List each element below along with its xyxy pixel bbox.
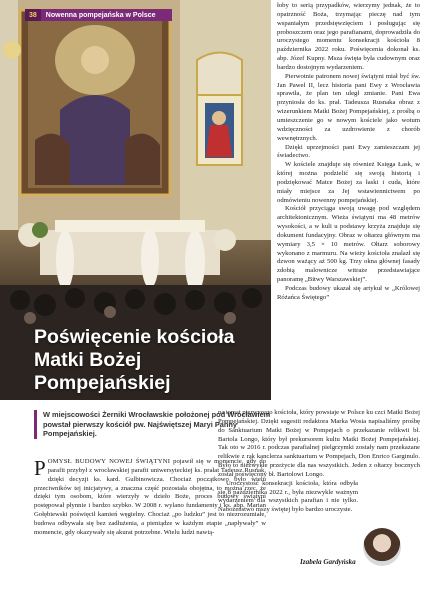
section-header [25, 9, 172, 21]
paragraph: W kościele znajduje się również Księga Łask, w której można podzielić się swoją historią i podziękować Matce Bożej za łaski i cuda, które miały miejsce za Jej wstawiennictwem po odmówieniu nowenny pompejańskiej. [277, 161, 420, 204]
article-title: Poświęcenie kościoła Matki Bożej Pompejańskiej [34, 326, 235, 394]
paragraph: łoby to serią przypadków, wierzymy jednak, że to opatrzność Boża, trzymając pieczę nad tym wspaniałym przedsięwzięciem i posługując się proboszczem oraz jego parafianami, doprowadziła do uroczystego momentu konsekracji kościoła 8 października 2022 roku. Poświęcenia dokonał ks. abp. Józef Kupny. Msza święta była cudownym oraz bardzo dostojnym wydarzeniem. [277, 2, 420, 71]
article-lead: W miejscowości Żerniki Wrocławskie położonej pod Wrocławiem powstał pierwszy kościół pw. Najświętszej Maryi Panny Pompejańskiej. [34, 410, 275, 439]
section-title: Nowenna pompejańska w Polsce [45, 11, 156, 19]
paragraph: Pierwotnie patronem nowej świątyni miał być św. Jan Paweł II, lecz historia pani Ewy z Wrocławia sprawiła, że plan ten uległ zmianie. Pani Ewa przyniosła do ks. prał. Tadeusza Rusnaka obraz z wizerunkiem Matki Bożej Pompejańskiej, z prośbą o umieszczenie go w nowym kościele jako wotum wdzięczności za uzdrowienie z chorób wewnętrznych. [277, 72, 420, 142]
page-number: 38 [25, 9, 41, 21]
paragraph: Dzięki uprzejmości pani Ewy zamieszczam jej świadectwo. [277, 143, 420, 160]
right-column-bottom [218, 409, 420, 515]
paragraph: Podczas budowy ukazał się artykuł w „Królowej Różańca Świętego” [277, 285, 420, 301]
paragraph: Uroczystość konsekracji kościoła, która odbyła się 8 października 2022 r., była niezwykle ważnym wydarzeniem dla wszystkich parafian i nie tylko. Nabożeństwo mszy świętej było bardzo uroczyste. [218, 479, 358, 514]
drop-cap: P [34, 456, 46, 480]
author-photo [363, 528, 401, 566]
author-name: Izabela Gardyńska [300, 558, 356, 566]
paragraph: pojawił się w momencie, gdy do parafii przybył z wrocławskiej parafii uniwersyteckiej ks. prałat Tadeusz Rusnak, dzięki decyzji ks. kard. Gulbinowicza. Chociaż początkowo było wielu przeciwników tej inicjatywy, a znaczna część pozostała obojętna, to można rzec, że dzięki tym osobom, które wierzyły w dzieło Boże, proces budowy świątyni postępował płynnie i bardzo szybko. W 2008 r. wylano fundamenty i ks. abp. Marian Gołębiewski poświęcił kamień węgielny. Chociaż „po ludzku” jest to niezrozumiałe, budowa odbywała się bez zadłużenia, a pieniądze w każdym etapie „napływały” w momencie, gdy okazywały się akurat potrzebne. Wielu ludzi nawią- [34, 458, 266, 536]
lead-in-caps: OMYSŁ BUDOWY NOWEJ ŚWIĄTYNI [47, 458, 171, 465]
right-column-top [277, 2, 420, 303]
paragraph: Kościół przyciąga swoją uwagę pod względem architektonicznym. Wieża świątyni ma 48 metrów wysokości, a w kuli u podstawy krzyża znajduje się dokument fundacyjny. Obraz w ołtarzu głównym ma wymiary 3,5 × 10 metrów. Ołtarz soborowy wykonano z marmuru. Na wieży kościoła znalazł się dzwon ważący aż 500 kg. Trzy okna głównej fasady zdobią malownicze witraże przedstawiające panoramę „Bitwy Warszawskiej”. [277, 205, 420, 284]
paragraph: na temat pierwszego kościoła, który powstaje w Polsce ku czci Matki Bożej Pompejańskiej. Dzięki sugestii redaktora Marka Wosia napisaliśmy prośbę do Sanktuarium Matki Bożej w Pompejach o przekazanie relikwii bł. Bartola Longo, który był prekursorem kultu Matki Bożej Pompejańskiej. Tak oto w 2016 r. podczas parafialnej pielgrzymki zostały nam przekazane relikwie z rąk kanclerza sanktuarium w Pompejach, Don Enrico Garginulo. Było to niezwykłe przeżycie dla nas wszystkich. Jeden z ołtarzy bocznych został poświęcony bł. Bartolowi Longo. [218, 409, 420, 478]
